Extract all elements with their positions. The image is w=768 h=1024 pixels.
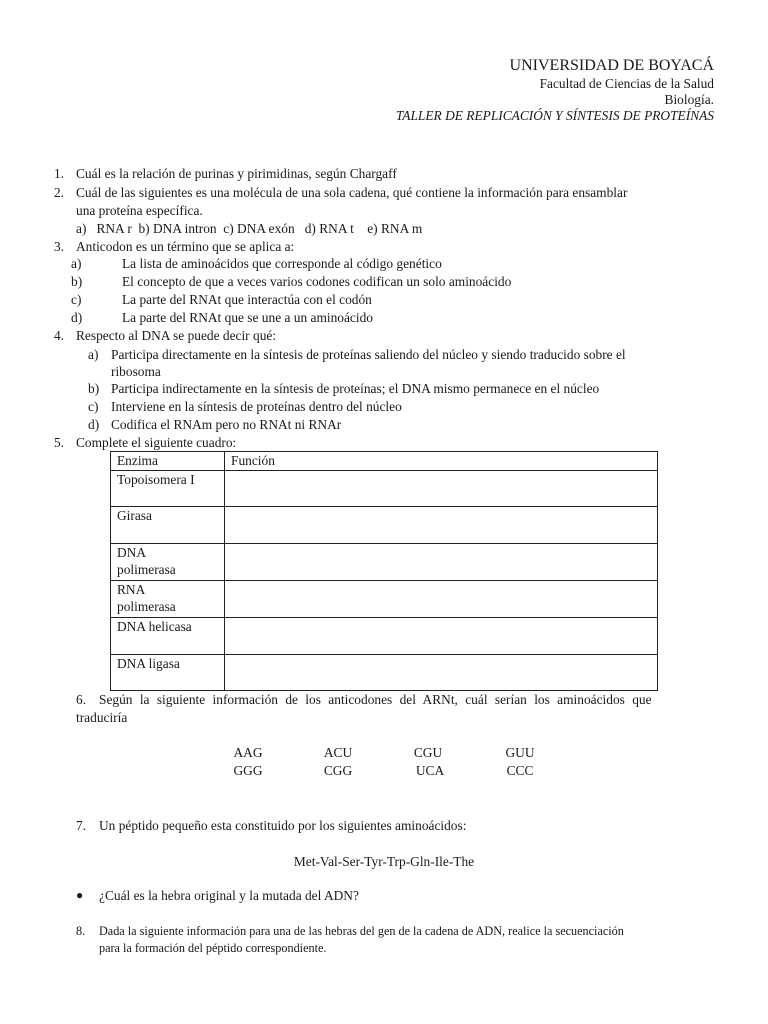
question-text: Un péptido pequeño esta constituido por los siguientes aminoácidos:	[99, 818, 467, 833]
enzyme-name-continued: polimerasa	[117, 599, 176, 614]
option-letter: d)	[71, 310, 83, 325]
option-letter: a)	[88, 347, 99, 362]
table-row	[111, 581, 658, 618]
anticodon: GUU	[505, 745, 535, 760]
table-row	[111, 544, 658, 581]
question-text-continued: traduciría	[76, 710, 128, 725]
question-number: 3.	[53, 239, 64, 254]
enzyme-name: Topoisomera I	[117, 472, 195, 487]
option-text: Participa directamente en la síntesis de proteínas saliendo del núcleo y siendo traducido sobre el	[111, 347, 626, 362]
function-cell[interactable]	[225, 544, 658, 581]
option-text: El concepto de que a veces varios codones codifican un solo aminoácido	[122, 274, 512, 289]
anticodon: UCA	[415, 763, 445, 778]
answer-options: a) RNA r b) DNA intron c) DNA exón d) RNA t e) RNA m	[76, 221, 423, 236]
option-letter: b)	[71, 274, 83, 289]
table-header: Función	[225, 452, 658, 471]
option-text: La parte del RNAt que interactúa con el codón	[122, 292, 372, 307]
question-number: 6.	[76, 692, 87, 707]
university-name: UNIVERSIDAD DE BOYACÁ	[509, 57, 714, 74]
question-text: Según la siguiente información de los anticodones del ARNt, cuál serían los aminoácidos que	[99, 692, 652, 707]
question-text: Anticodon es un término que se aplica a:	[76, 239, 295, 254]
table-row	[111, 471, 658, 507]
option-text: Participa indirectamente en la síntesis de proteínas; el DNA mismo permanece en el núcleo	[111, 381, 600, 396]
question-text: Dada la siguiente información para una de las hebras del gen de la cadena de ADN, realice la secuenciación	[99, 924, 624, 938]
table-header: Enzima	[111, 452, 225, 471]
document-header	[396, 56, 714, 124]
enzyme-name: DNA	[117, 545, 147, 560]
enzyme-cell	[111, 544, 225, 581]
question-text: Respecto al DNA se puede decir qué:	[76, 328, 277, 343]
option-letter: c)	[88, 399, 99, 414]
anticodon: CGG	[323, 763, 353, 778]
option-text: Interviene en la síntesis de proteínas dentro del núcleo	[111, 399, 402, 414]
anticodon: CCC	[506, 763, 534, 778]
enzyme-name: DNA helicasa	[117, 619, 192, 634]
question-number: 2.	[53, 185, 64, 200]
enzyme-name: Girasa	[117, 508, 152, 523]
enzyme-cell	[111, 655, 225, 691]
option-letter: d)	[88, 417, 100, 432]
function-cell[interactable]	[225, 471, 658, 507]
enzyme-name: DNA ligasa	[117, 656, 180, 671]
option-letter: b)	[88, 381, 100, 396]
question-number: 7.	[76, 818, 87, 833]
anticodon: CGU	[413, 745, 443, 760]
function-cell[interactable]	[225, 618, 658, 655]
enzyme-cell	[111, 581, 225, 618]
question-text-continued: una proteína específica.	[76, 203, 203, 218]
table-header-row	[111, 452, 658, 471]
enzyme-cell	[111, 507, 225, 544]
anticodon: AAG	[233, 745, 263, 760]
anticodon: ACU	[323, 745, 353, 760]
option-letter: c)	[71, 292, 82, 307]
function-cell[interactable]	[225, 581, 658, 618]
question-number: 4.	[53, 328, 64, 343]
question-text: Cuál es la relación de purinas y pirimidinas, según Chargaff	[76, 166, 397, 181]
anticodon: GGG	[233, 763, 263, 778]
bullet-icon: ●	[76, 888, 84, 902]
workshop-title: TALLER DE REPLICACIÓN Y SÍNTESIS DE PROTEÍNAS	[395, 108, 714, 123]
enzyme-cell	[111, 471, 225, 507]
faculty-name: Facultad de Ciencias de la Salud	[539, 76, 714, 91]
function-cell[interactable]	[225, 655, 658, 691]
question-number: 1.	[53, 166, 64, 181]
option-letter: a)	[71, 256, 82, 271]
question-text-continued: para la formación del péptido correspondiente.	[99, 941, 327, 955]
function-cell[interactable]	[225, 507, 658, 544]
enzyme-name: RNA	[117, 582, 146, 597]
question-text: Cuál de las siguientes es una molécula de una sola cadena, qué contiene la información para ensamblar	[76, 185, 628, 200]
question-number: 5.	[53, 435, 64, 450]
enzyme-table	[110, 451, 658, 691]
option-text-continued: ribosoma	[111, 364, 161, 379]
option-text: La lista de aminoácidos que corresponde al código genético	[122, 256, 442, 271]
option-text: Codifica el RNAm pero no RNAt ni RNAr	[111, 417, 342, 432]
table-row	[111, 618, 658, 655]
table-row	[111, 655, 658, 691]
question-number: 8.	[76, 924, 86, 938]
subject-name: Biología.	[664, 92, 714, 107]
enzyme-cell	[111, 618, 225, 655]
enzyme-name-continued: polimerasa	[117, 562, 176, 577]
option-text: La parte del RNAt que se une a un aminoácido	[122, 310, 373, 325]
question-text: Complete el siguiente cuadro:	[76, 435, 237, 450]
peptide-sequence: Met-Val-Ser-Tyr-Trp-Gln-Ile-The	[293, 854, 475, 869]
table-row	[111, 507, 658, 544]
bullet-question: ¿Cuál es la hebra original y la mutada del ADN?	[99, 888, 359, 903]
